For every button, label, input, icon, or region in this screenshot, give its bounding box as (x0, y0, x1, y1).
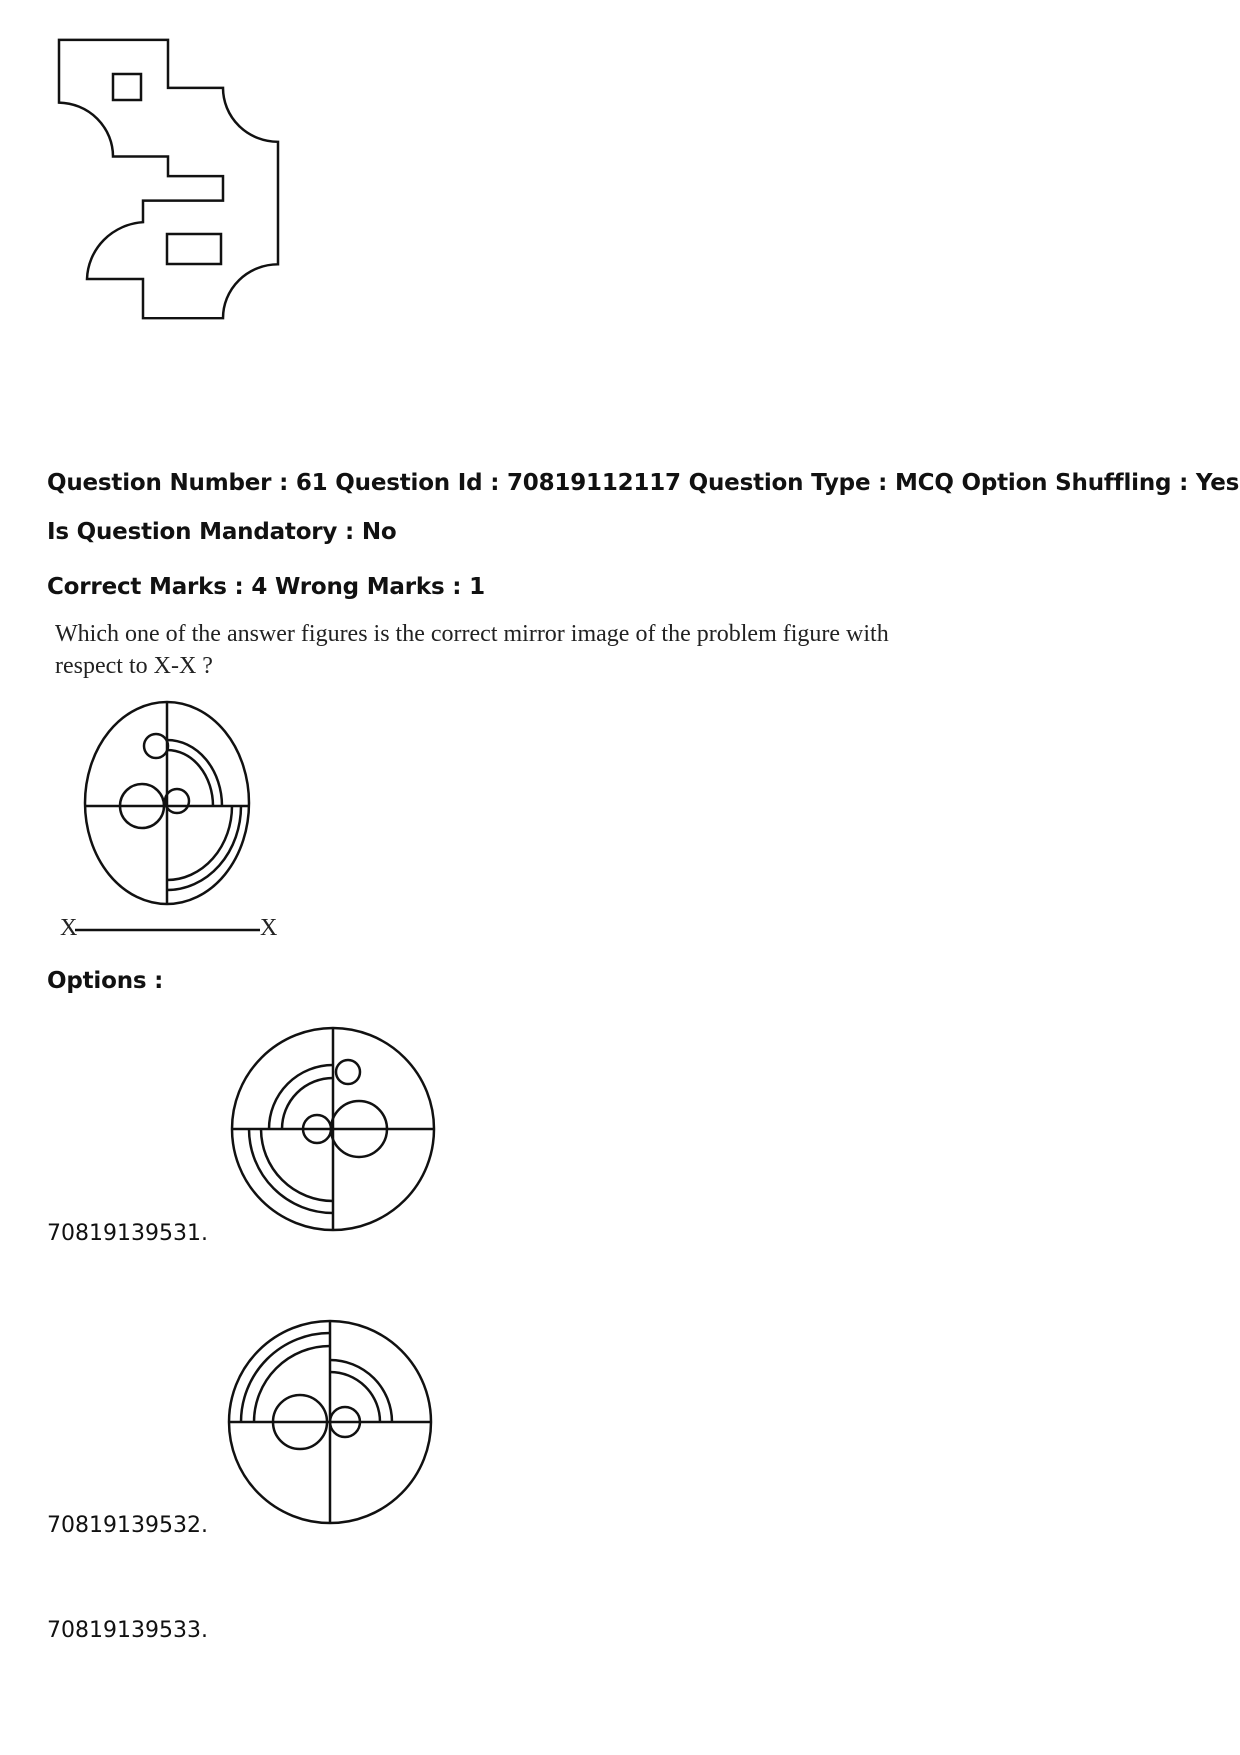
problem-figure (82, 700, 257, 910)
mandatory-line: Is Question Mandatory : No (47, 519, 397, 545)
options-heading: Options : (47, 968, 164, 994)
question-meta-line: Question Number : 61 Question Id : 70819112117 Question Type : MCQ Option Shuffling : Yes (47, 470, 1240, 496)
option-1-figure[interactable] (229, 1025, 439, 1235)
option-3-label: 70819139533. (47, 1618, 208, 1643)
option-2-label: 70819139532. (47, 1513, 208, 1538)
axis-label-left: X (60, 915, 78, 941)
mirror-axis-line (75, 928, 260, 932)
axis-label-right: X (260, 915, 278, 941)
option-1-label: 70819139531. (47, 1221, 208, 1246)
marks-line: Correct Marks : 4 Wrong Marks : 1 (47, 574, 485, 600)
option-2-figure[interactable] (226, 1318, 436, 1528)
previous-question-figure (55, 40, 295, 330)
question-text: Which one of the answer figures is the correct mirror image of the problem figure with respect to X-X ? (55, 621, 889, 679)
